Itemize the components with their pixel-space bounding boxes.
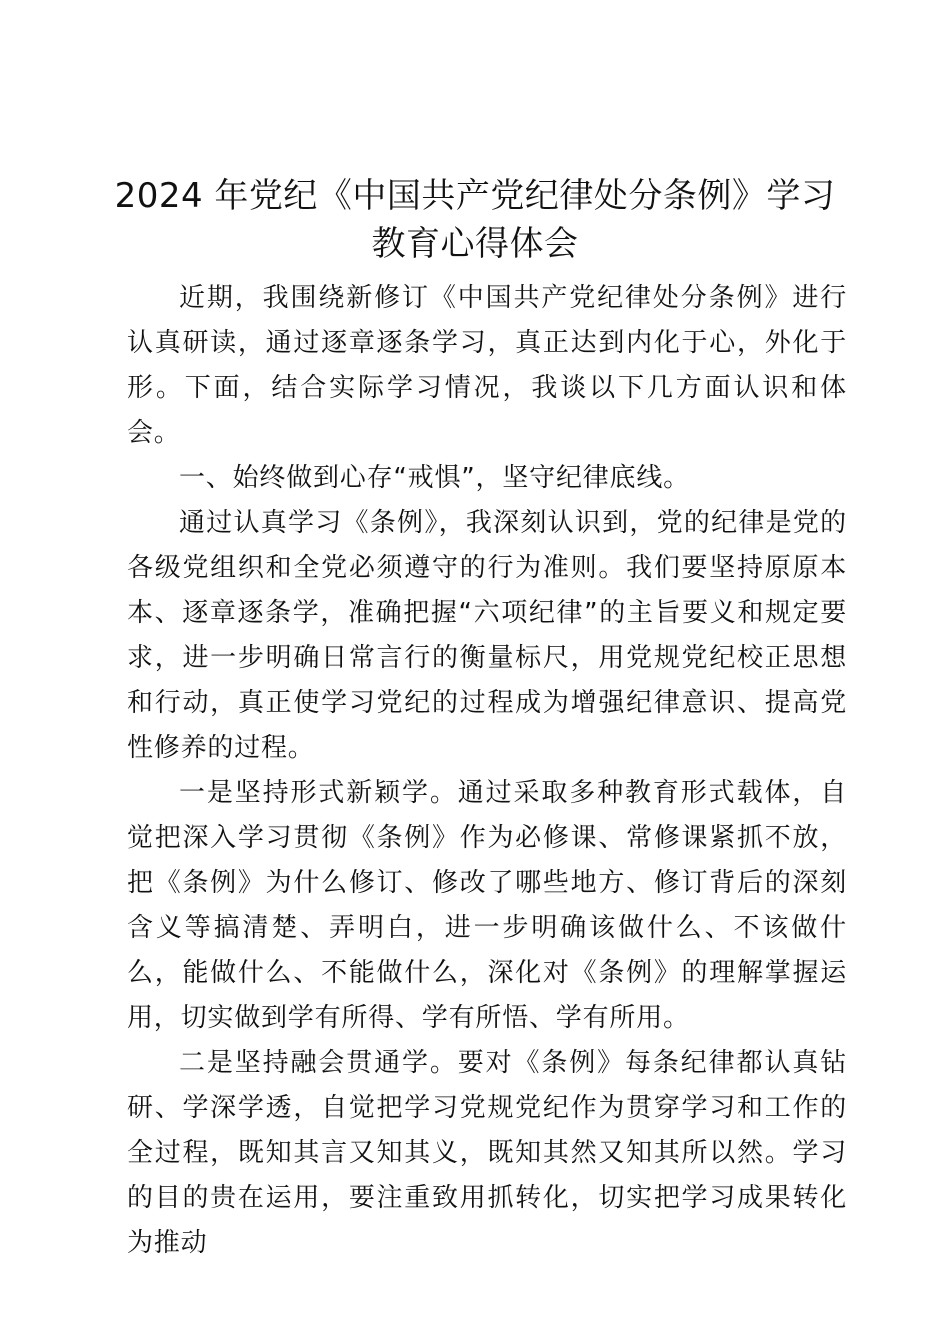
paragraph-point-2: 二是坚持融会贯通学。要对《条例》每条纪律都认真钻研、学深学透，自觉把学习党规党纪作为贯穿学习和工作的全过程，既知其言又知其义，既知其然又知其所以然。学习的目的贵在运用，要注重致用抓转化，切实把学习成果转化为推动 [127, 1048, 847, 1258]
paragraph-point-1: 一是坚持形式新颖学。通过采取多种教育形式载体，自觉把深入学习贯彻《条例》作为必修课、常修课紧抓不放，把《条例》为什么修订、修改了哪些地方、修订背后的深刻含义等搞清楚、弄明白，进一步明确该做什么、不该做什么，能做什么、不能做什么，深化对《条例》的理解掌握运用，切实做到学有所得、学有所悟、学有所用。 [127, 778, 847, 1033]
paragraph-section-1: 通过认真学习《条例》，我深刻认识到，党的纪律是党的各级党组织和全党必须遵守的行为准则。我们要坚持原原本本、逐章逐条学，准确把握“六项纪律”的主旨要义和规定要求，进一步明确日常言行的衡量标尺，用党规党纪校正思想和行动，真正使学习党纪的过程成为增强纪律意识、提高党性修养的过程。 [127, 508, 847, 763]
document-title: 2024 年党纪《中国共产党纪律处分条例》学习教育心得体会 [114, 176, 836, 264]
section-heading-1: 一、始终做到心存“戒惧”，坚守纪律底线。 [179, 463, 690, 493]
paragraph-intro: 近期，我围绕新修订《中国共产党纪律处分条例》进行认真研读，通过逐章逐条学习，真正达到内化于心，外化于形。下面，结合实际学习情况，我谈以下几方面认识和体会。 [127, 283, 847, 448]
document-body [127, 276, 847, 1266]
